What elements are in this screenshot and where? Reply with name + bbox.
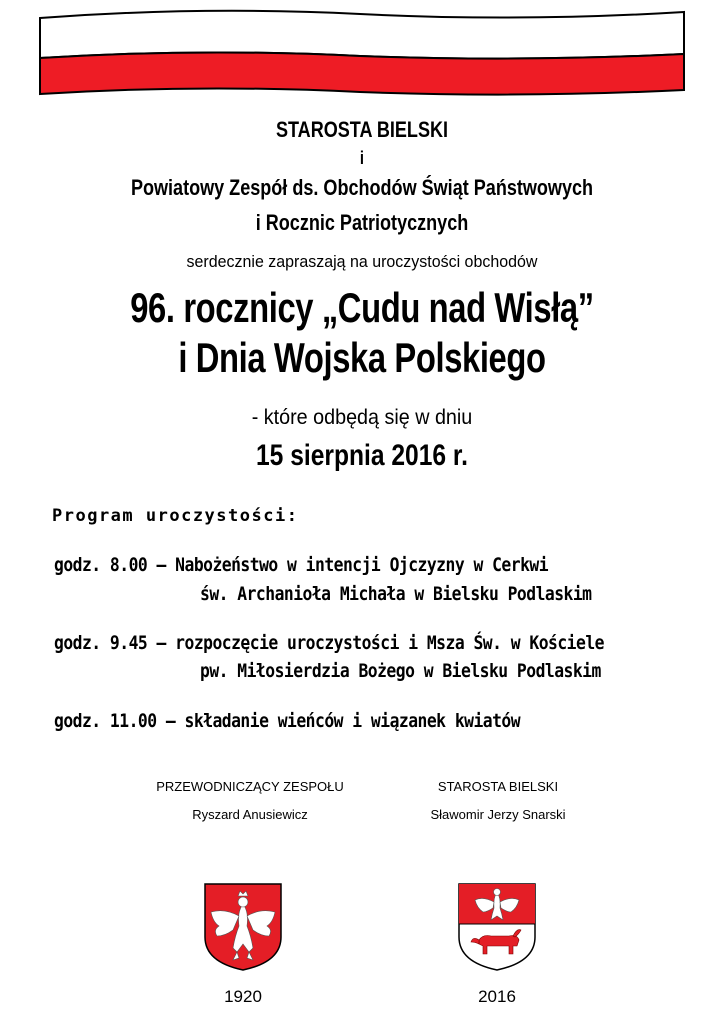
bielsk-county-coat-of-arms-emblem bbox=[457, 882, 537, 972]
program-item-2-line1: godz. 9.45 – rozpoczęcie uroczystości i Msza Św. w Kościele bbox=[54, 632, 604, 654]
event-title-line2: i Dnia Wojska Polskiego bbox=[178, 334, 546, 381]
header-line-committee: Powiatowy Zespół ds. Obchodów Świąt Państwowych bbox=[130, 175, 594, 200]
event-when-intro: - które odbędą się w dniu bbox=[251, 406, 473, 429]
signature-left-role: PRZEWODNICZĄCY ZESPOŁU bbox=[156, 779, 344, 794]
event-title-line1: 96. rocznicy „Cudu nad Wisłą” bbox=[130, 284, 594, 331]
emblem-right-year: 2016 bbox=[478, 987, 516, 1006]
emblem-left-year: 1920 bbox=[224, 987, 262, 1006]
header-line-anniversaries: i Rocznic Patriotycznych bbox=[255, 210, 469, 235]
header-line-and: i bbox=[359, 148, 365, 168]
program-heading: Program uroczystości: bbox=[52, 506, 299, 526]
eagle-1920-emblem bbox=[203, 882, 283, 972]
signature-left-name: Ryszard Anusiewicz bbox=[192, 807, 308, 822]
invite-text: serdecznie zapraszają na uroczystości obchodów bbox=[186, 252, 538, 271]
signature-right-role: STAROSTA BIELSKI bbox=[437, 779, 559, 794]
polish-flag bbox=[0, 0, 724, 110]
program-item-3-line1: godz. 11.00 – składanie wieńców i wiązanek kwiatów bbox=[54, 710, 521, 732]
header-line-starosta: STAROSTA BIELSKI bbox=[275, 117, 449, 142]
event-date: 15 sierpnia 2016 r. bbox=[256, 439, 468, 472]
program-item-1-line2: św. Archanioła Michała w Bielsku Podlaskim bbox=[200, 583, 592, 605]
program-item-2-line2: pw. Miłosierdzia Bożego w Bielsku Podlaskim bbox=[200, 660, 601, 682]
signature-right-name: Sławomir Jerzy Snarski bbox=[430, 807, 566, 822]
program-item-1-line1: godz. 8.00 – Nabożeństwo w intencji Ojczyzny w Cerkwi bbox=[54, 554, 549, 576]
